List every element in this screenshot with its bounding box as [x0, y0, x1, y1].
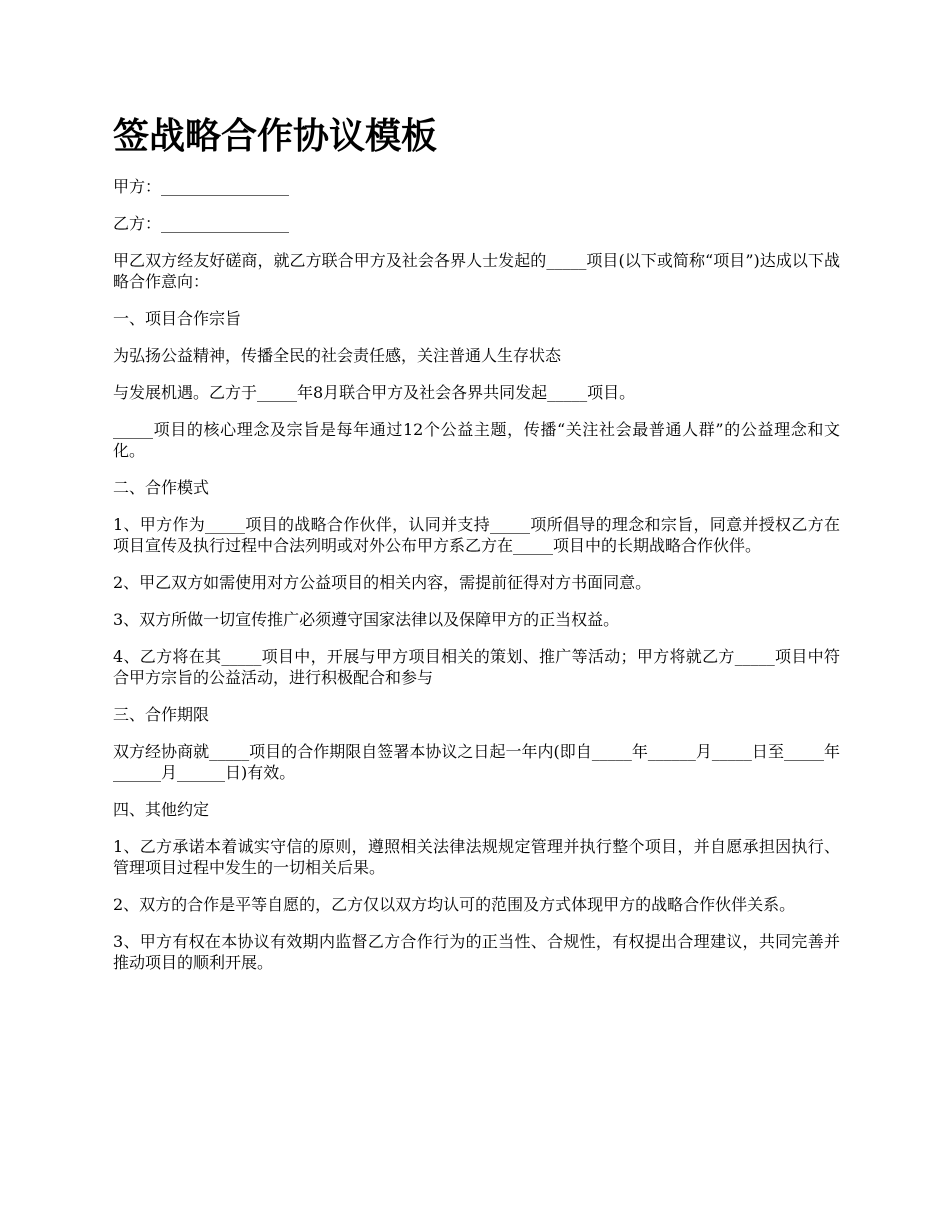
- mode-clause-1: 1、甲方作为_____项目的战略合作伙伴，认同并支持_____项所倡导的理念和宗旨，同意并授权乙方在项目宣传及执行过程中合法列明或对外公布甲方系乙方在_____项目中的长期战略合作伙伴。: [113, 515, 840, 555]
- purpose-paragraph-3: _____项目的核心理念及宗旨是每年通过12个公益主题，传播“关注社会最普通人群”的公益理念和文化。: [113, 420, 840, 460]
- document-title: 签战略合作协议模板: [113, 116, 438, 157]
- section-heading-term: 三、合作期限: [113, 705, 210, 724]
- purpose-paragraph-1: 为弘扬公益精神，传播全民的社会责任感，关注普通人生存状态: [113, 346, 562, 365]
- other-clause-2: 2、双方的合作是平等自愿的，乙方仅以双方均认可的范围及方式体现甲方的战略合作伙伴关系。: [113, 895, 796, 914]
- term-paragraph: 双方经协商就_____项目的合作期限自签署本协议之日起一年内(即自_____年______月_____日至_____年______月______日)有效。: [113, 742, 840, 782]
- party-b-line: 乙方：________________: [113, 214, 290, 233]
- section-heading-mode: 二、合作模式: [113, 478, 210, 497]
- document-page: [113, 108, 840, 989]
- mode-clause-2: 2、甲乙双方如需使用对方公益项目的相关内容，需提前征得对方书面同意。: [113, 573, 652, 592]
- mode-clause-4: 4、乙方将在其_____项目中，开展与甲方项目相关的策划、推广等活动；甲方将就乙方_____项目中符合甲方宗旨的公益活动，进行积极配合和参与: [113, 647, 840, 687]
- section-heading-purpose: 一、项目合作宗旨: [113, 309, 242, 328]
- section-heading-other: 四、其他约定: [113, 800, 210, 819]
- purpose-paragraph-2: 与发展机遇。乙方于_____年8月联合甲方及社会各界共同发起_____项目。: [113, 383, 636, 402]
- mode-clause-3: 3、双方所做一切宣传推广必须遵守国家法律以及保障甲方的正当权益。: [113, 610, 620, 629]
- other-clause-1: 1、乙方承诺本着诚实守信的原则，遵照相关法律法规规定管理并执行整个项目，并自愿承担因执行、管理项目过程中发生的一切相关后果。: [113, 837, 840, 877]
- intro-paragraph: 甲乙双方经友好磋商，就乙方联合甲方及社会各界人士发起的_____项目(以下或简称“项目”)达成以下战略合作意向：: [113, 251, 840, 291]
- other-clause-3: 3、甲方有权在本协议有效期内监督乙方合作行为的正当性、合规性，有权提出合理建议，共同完善并推动项目的顺利开展。: [113, 932, 840, 972]
- party-a-line: 甲方：________________: [113, 177, 290, 196]
